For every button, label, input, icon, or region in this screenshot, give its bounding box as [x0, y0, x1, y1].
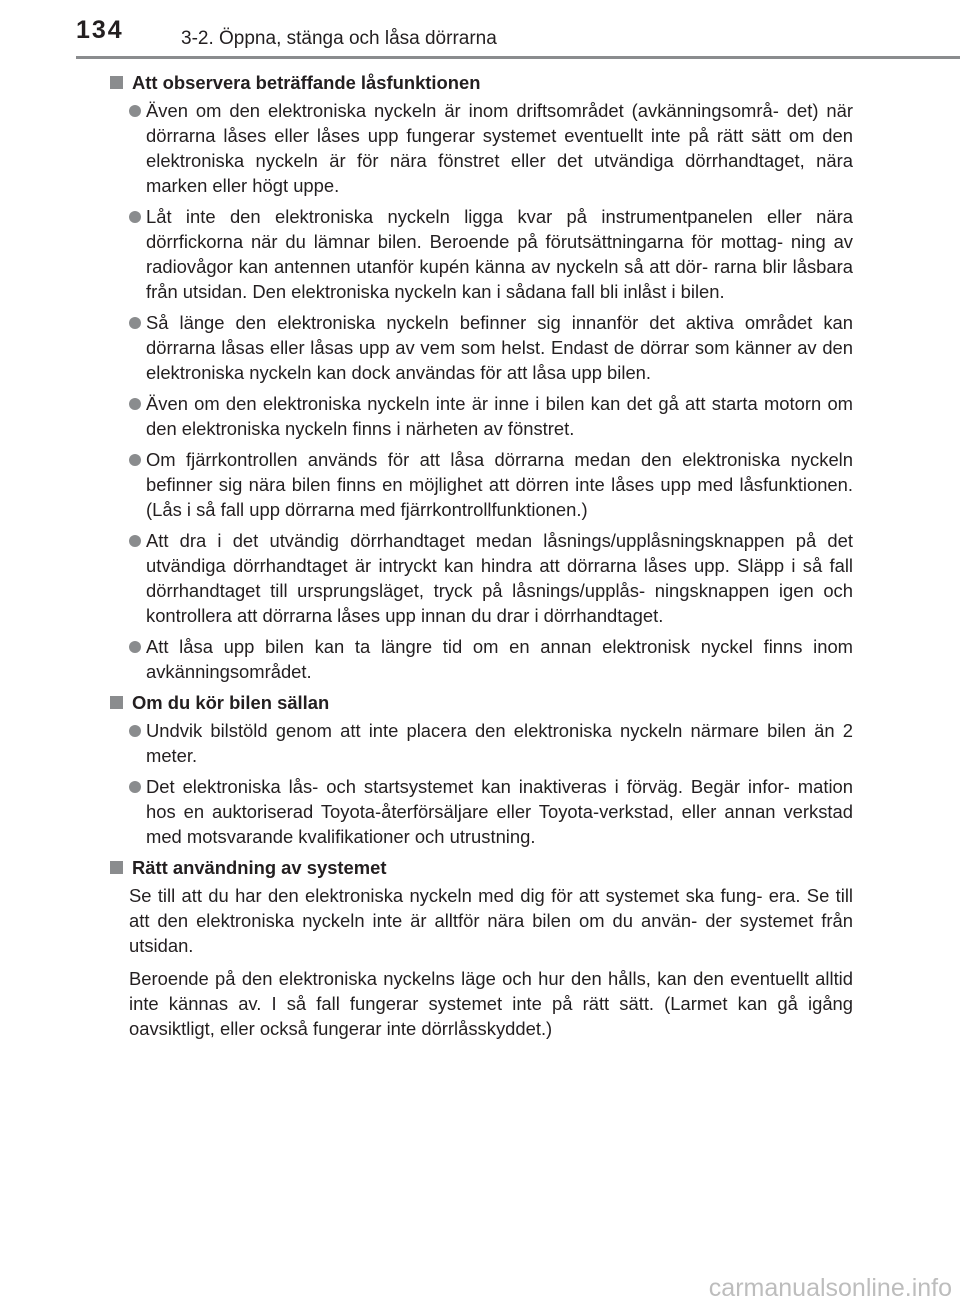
section-heading-text: Rätt användning av systemet [132, 857, 387, 878]
list-item-text: Även om den elektroniska nyckeln är inom driftsområdet (avkänningsområ- det) när dörrarna låses eller låses upp fungerar systemet eventuellt inte på rätt sätt om den elektroniska nyckeln är för nära fönstret eller det utvändiga dörrhandtaget, nära marken eller högt uppe. [146, 100, 853, 196]
list-item-text: Låt inte den elektroniska nyckeln ligga kvar på instrumentpanelen eller nära dörrfickorna när du lämnar bilen. Beroende på förutsättningarna för mottag- ning av radiovågor kan antennen utanför kupén känna av nyckeln så att dör- rarna blir låsbara från utsidan. Den elektroniska nyckeln kan i sådana fall bli inlåst i bilen. [146, 206, 853, 302]
list-item [108, 98, 853, 198]
list-item-text: Undvik bilstöld genom att inte placera den elektroniska nyckeln närmare bilen än 2 meter. [146, 720, 853, 766]
circle-bullet-icon [129, 641, 141, 653]
circle-bullet-icon [129, 317, 141, 329]
square-bullet-icon [110, 696, 123, 709]
circle-bullet-icon [129, 725, 141, 737]
page-number: 134 [76, 16, 124, 44]
circle-bullet-icon [129, 781, 141, 793]
list-item [108, 310, 853, 385]
list-item [108, 391, 853, 441]
watermark: carmanualsonline.info [708, 1274, 952, 1302]
chapter-title: 3-2. Öppna, stänga och låsa dörrarna [181, 28, 497, 49]
list-item-text: Att dra i det utvändig dörrhandtaget medan låsnings/upplåsningsknappen på det utvändiga dörrhandtaget är intryckt kan hindra att dörrarna låses upp. Släpp i så fall dörrhandtaget till ursprungsläget, tryck på låsnings/upplås- ningsknappen igen och kontrollera att dörrarna låses upp innan du drar i dörrhandtaget. [146, 530, 853, 626]
list-item-text: Även om den elektroniska nyckeln inte är inne i bilen kan det gå att starta motorn om den elektroniska nyckeln finns i närheten av fönstret. [146, 393, 853, 439]
square-bullet-icon [110, 861, 123, 874]
bullet-list [108, 718, 853, 849]
page-header [0, 0, 960, 60]
page-content [108, 66, 853, 1049]
header-rule [76, 56, 960, 59]
list-item-text: Om fjärrkontrollen används för att låsa dörrarna medan den elektroniska nyckeln befinner sig nära bilen finns en möjlighet att dörren inte låses upp med låsfunktionen. (Lås i så fall upp dörrarna med fjärrkontrollfunktionen.) [146, 449, 853, 520]
section-heading [108, 70, 853, 95]
circle-bullet-icon [129, 211, 141, 223]
list-item [108, 204, 853, 304]
circle-bullet-icon [129, 454, 141, 466]
list-item [108, 447, 853, 522]
square-bullet-icon [110, 76, 123, 89]
section-heading-text: Att observera beträffande låsfunktionen [132, 72, 481, 93]
bullet-list [108, 98, 853, 684]
list-item-text: Att låsa upp bilen kan ta längre tid om en annan elektronisk nyckel finns inom avkänningsområdet. [146, 636, 853, 682]
list-item [108, 528, 853, 628]
list-item-text: Det elektroniska lås- och startsystemet kan inaktiveras i förväg. Begär infor- mation hos en auktoriserad Toyota-återförsäljare eller Toyota-verkstad, eller annan verkstad med motsvarande kvalifikationer och utrustning. [146, 776, 853, 847]
paragraph: Se till att du har den elektroniska nyckeln med dig för att systemet ska fung- era. Se till att den elektroniska nyckeln inte är alltför nära bilen om du använ- der systemet från utsidan. [129, 885, 853, 956]
section-correct-use [108, 855, 853, 1041]
list-item [108, 634, 853, 684]
section-rare-driving [108, 690, 853, 849]
paragraph: Beroende på den elektroniska nyckelns läge och hur den hålls, kan den eventuellt alltid inte kännas av. I så fall fungerar systemet inte på rätt sätt. (Larmet kan gå igång oavsiktligt, eller också fungerar inte dörrlåsskyddet.) [129, 968, 853, 1039]
list-item [108, 774, 853, 849]
list-item-text: Så länge den elektroniska nyckeln befinner sig innanför det aktiva området kan dörrarna låsas eller låsas upp av vem som helst. Endast de dörrar som känner av den elektroniska nyckeln kan dock användas för att låsa upp bilen. [146, 312, 853, 383]
section-heading [108, 855, 853, 880]
circle-bullet-icon [129, 105, 141, 117]
section-heading-text: Om du kör bilen sällan [132, 692, 330, 713]
circle-bullet-icon [129, 398, 141, 410]
section-lock-function [108, 70, 853, 684]
circle-bullet-icon [129, 535, 141, 547]
list-item [108, 718, 853, 768]
section-heading [108, 690, 853, 715]
